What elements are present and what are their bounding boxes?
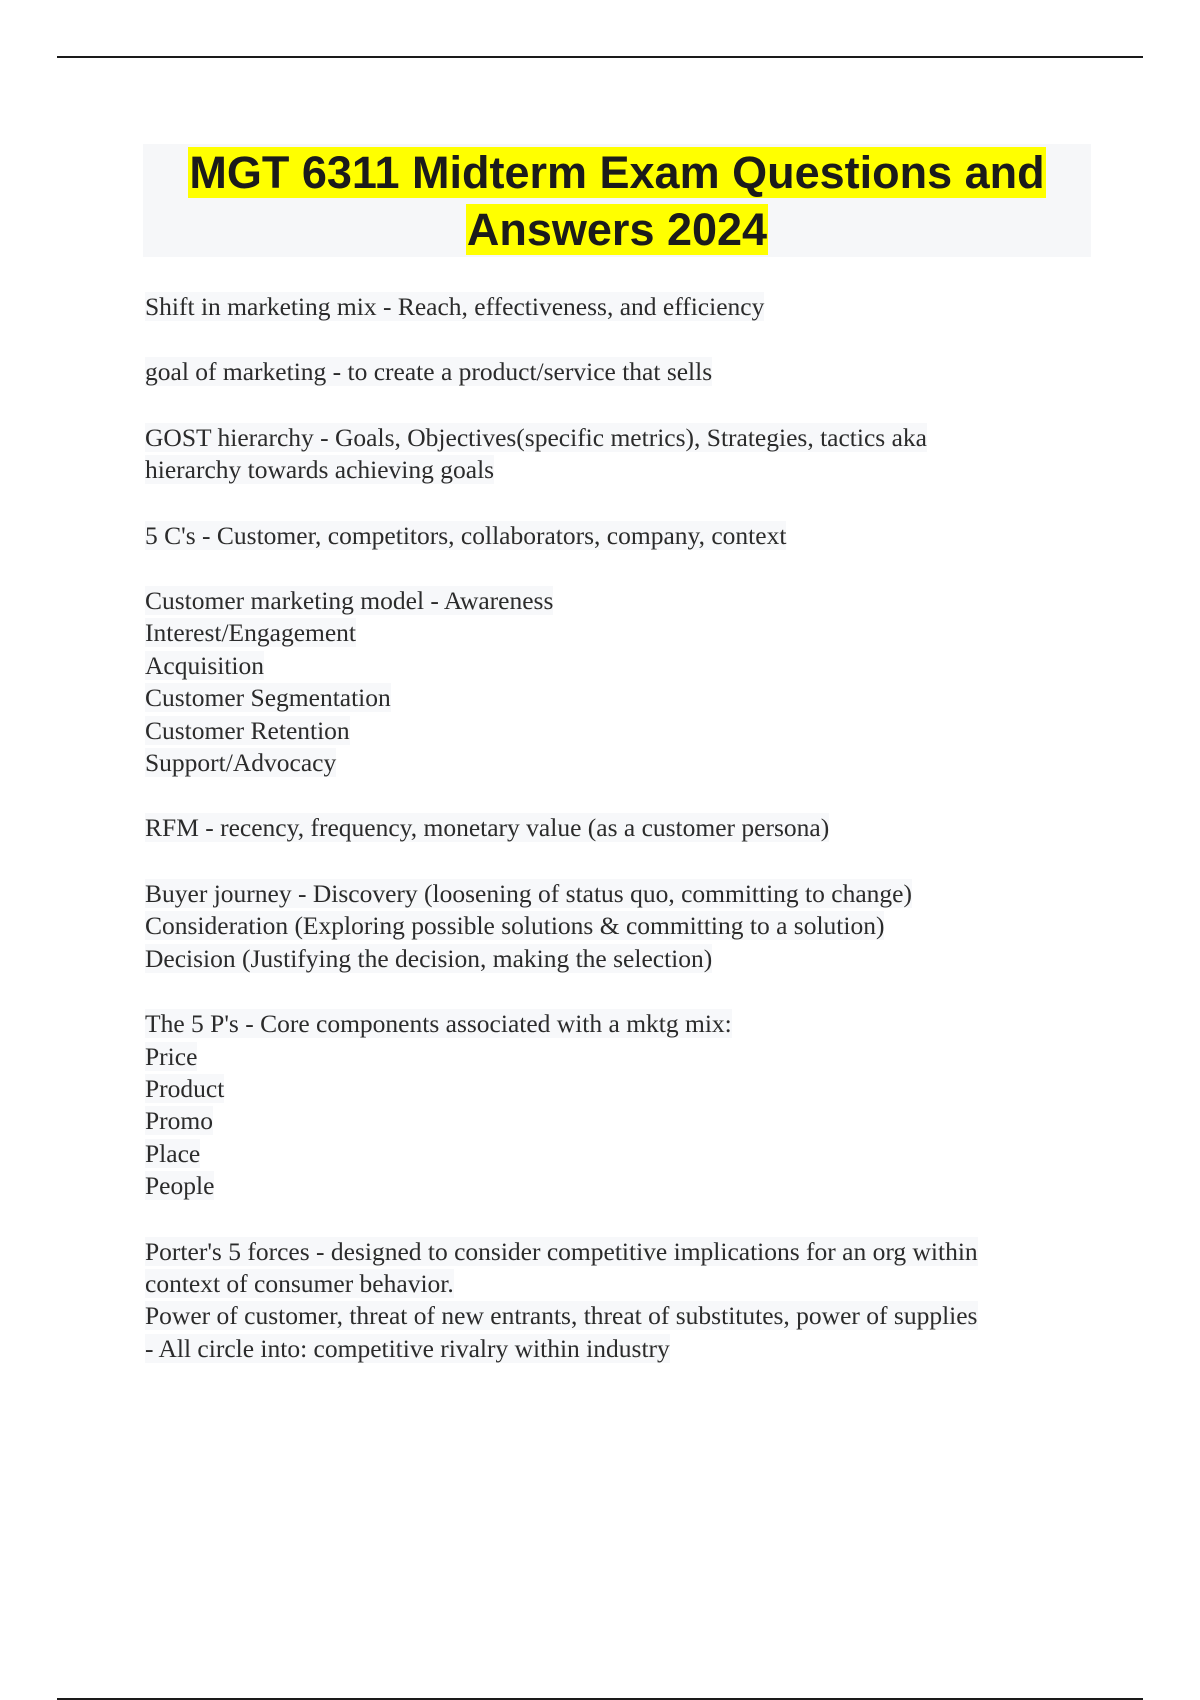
qa-text: Support/Advocacy bbox=[145, 748, 337, 778]
qa-text: Consideration (Exploring possible solutions & committing to a solution) bbox=[145, 911, 885, 941]
qa-text: goal of marketing - to create a product/service that sells bbox=[145, 357, 713, 387]
qa-text: Power of customer, threat of new entrants, threat of substitutes, power of supplies bbox=[145, 1301, 978, 1331]
title-line-1: MGT 6311 Midterm Exam Questions and bbox=[189, 147, 1045, 198]
qa-entry bbox=[145, 291, 1075, 323]
title-line-2: Answers 2024 bbox=[466, 204, 768, 255]
qa-entry bbox=[145, 812, 1075, 844]
qa-line bbox=[145, 812, 1075, 844]
qa-line bbox=[145, 715, 1075, 747]
qa-line bbox=[145, 650, 1075, 682]
qa-text: Acquisition bbox=[145, 650, 264, 680]
qa-text: Customer marketing model - Awareness bbox=[145, 586, 554, 616]
header-rule bbox=[57, 56, 1143, 58]
qa-line bbox=[145, 1170, 1075, 1202]
qa-line bbox=[145, 1008, 1075, 1040]
qa-text: Customer Segmentation bbox=[145, 683, 391, 713]
qa-line bbox=[145, 1333, 1075, 1365]
qa-line bbox=[145, 291, 1075, 323]
qa-line bbox=[145, 356, 1075, 388]
qa-line bbox=[145, 454, 1075, 486]
qa-text: The 5 P's - Core components associated with a mktg mix: bbox=[145, 1009, 732, 1039]
qa-entry bbox=[145, 585, 1075, 779]
qa-text: Interest/Engagement bbox=[145, 618, 356, 648]
qa-entry bbox=[145, 422, 1075, 487]
qa-entry bbox=[145, 1008, 1075, 1202]
qa-text: Place bbox=[145, 1138, 201, 1168]
qa-list bbox=[145, 291, 1075, 1398]
qa-text: Price bbox=[145, 1041, 198, 1071]
qa-text: Decision (Justifying the decision, making the selection) bbox=[145, 943, 713, 973]
qa-line bbox=[145, 520, 1075, 552]
qa-entry bbox=[145, 520, 1075, 552]
qa-text: hierarchy towards achieving goals bbox=[145, 455, 495, 485]
qa-line bbox=[145, 747, 1075, 779]
qa-line bbox=[145, 682, 1075, 714]
qa-line bbox=[145, 585, 1075, 617]
title-block bbox=[143, 144, 1091, 257]
qa-text: GOST hierarchy - Goals, Objectives(specific metrics), Strategies, tactics aka bbox=[145, 422, 927, 452]
qa-line bbox=[145, 617, 1075, 649]
qa-line bbox=[145, 943, 1075, 975]
qa-entry bbox=[145, 1236, 1075, 1366]
qa-text: Customer Retention bbox=[145, 715, 350, 745]
qa-line bbox=[145, 1300, 1075, 1332]
qa-line bbox=[145, 878, 1075, 910]
qa-text: 5 C's - Customer, competitors, collaborators, company, context bbox=[145, 520, 787, 550]
qa-text: context of consumer behavior. bbox=[145, 1268, 454, 1298]
qa-text: - All circle into: competitive rivalry within industry bbox=[145, 1333, 670, 1363]
qa-text: Shift in marketing mix - Reach, effectiveness, and efficiency bbox=[145, 292, 765, 321]
qa-text: People bbox=[145, 1171, 215, 1201]
qa-line bbox=[145, 422, 1075, 454]
page-title bbox=[143, 144, 1091, 258]
qa-text: RFM - recency, frequency, monetary value (as a customer persona) bbox=[145, 813, 830, 843]
qa-text: Promo bbox=[145, 1106, 214, 1136]
qa-line bbox=[145, 1041, 1075, 1073]
qa-line bbox=[145, 1138, 1075, 1170]
qa-text: Product bbox=[145, 1073, 225, 1103]
qa-text: Porter's 5 forces - designed to consider competitive implications for an org within bbox=[145, 1236, 978, 1266]
qa-entry bbox=[145, 356, 1075, 388]
qa-line bbox=[145, 1105, 1075, 1137]
qa-entry bbox=[145, 878, 1075, 975]
qa-line bbox=[145, 1268, 1075, 1300]
qa-line bbox=[145, 910, 1075, 942]
qa-line bbox=[145, 1236, 1075, 1268]
qa-line bbox=[145, 1073, 1075, 1105]
qa-text: Buyer journey - Discovery (loosening of status quo, committing to change) bbox=[145, 878, 912, 908]
